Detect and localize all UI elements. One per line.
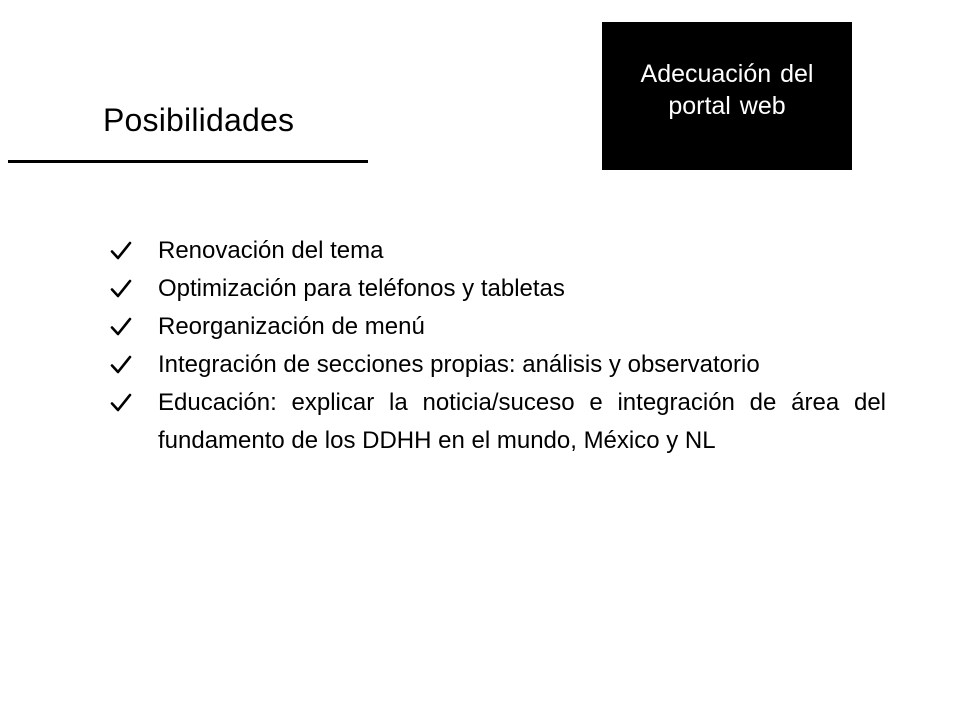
page-title: Posibilidades xyxy=(103,102,295,138)
list-item-text: Educación: explicar la noticia/suceso e integración de área del fundamento de los DDHH en el mundo, México y NL xyxy=(158,389,886,454)
list-item-text: Renovación del tema xyxy=(158,237,384,264)
list-item xyxy=(108,308,886,346)
checkmark-icon xyxy=(108,232,134,270)
list-item xyxy=(108,270,886,308)
checkmark-icon xyxy=(108,346,134,384)
list-item-text: Integración de secciones propias: análisis y observatorio xyxy=(158,351,760,378)
bullet-list xyxy=(108,232,886,460)
list-item xyxy=(108,384,886,460)
list-item-text: Reorganización de menú xyxy=(158,313,425,340)
section-badge: Adecuación del portal web xyxy=(602,22,852,170)
list-item-text: Optimización para teléfonos y tabletas xyxy=(158,275,565,302)
title-underline xyxy=(8,160,368,163)
list-item xyxy=(108,346,886,384)
checkmark-icon xyxy=(108,384,134,422)
checkmark-icon xyxy=(108,270,134,308)
list-item xyxy=(108,232,886,270)
checkmark-icon xyxy=(108,308,134,346)
